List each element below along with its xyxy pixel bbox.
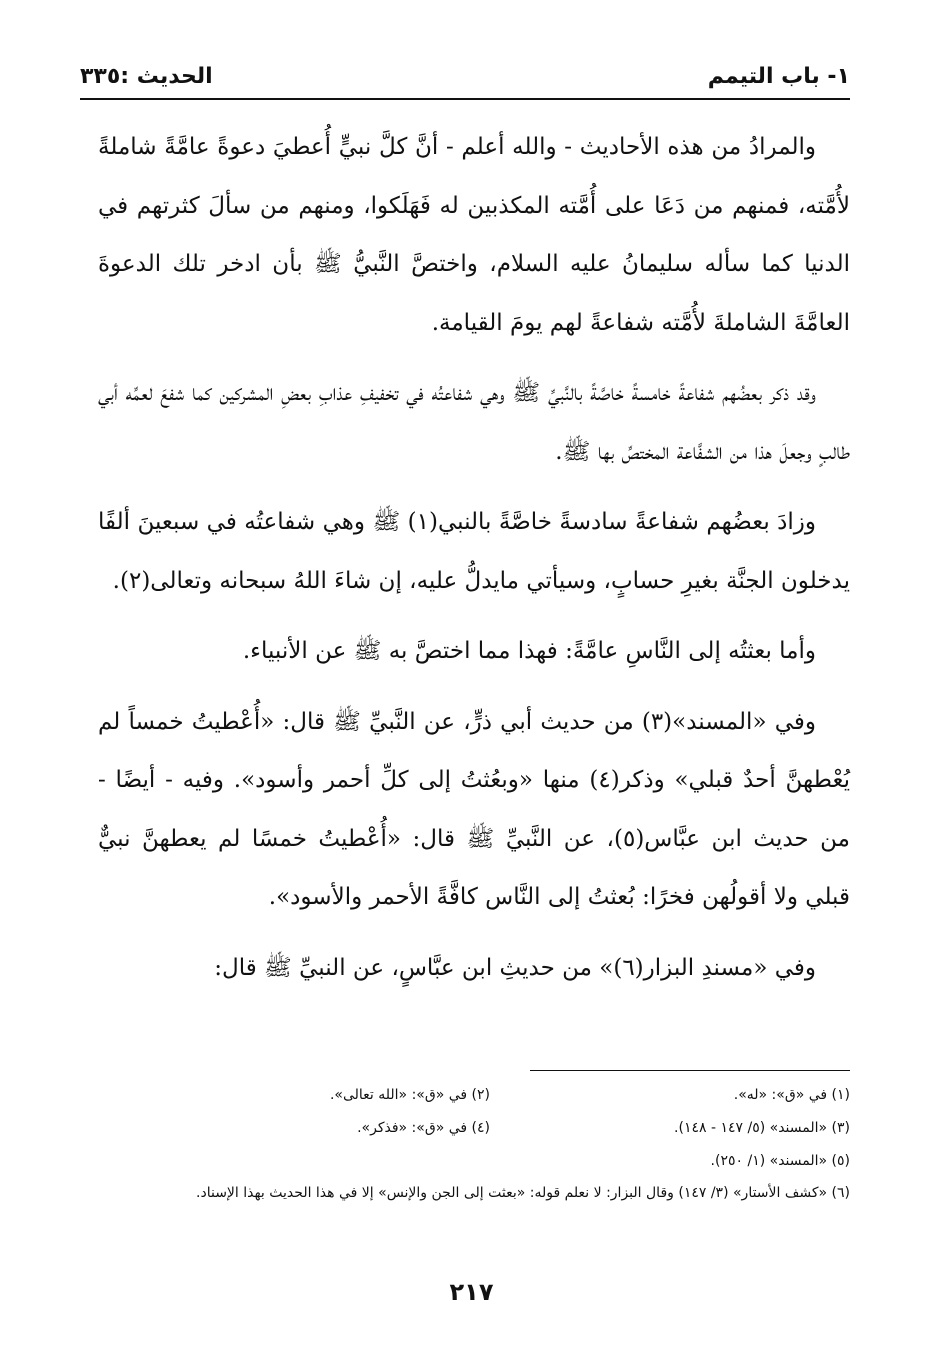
footnote: (٢) في «ق»: «الله تعالى». <box>329 1086 490 1103</box>
footnote: (٥) «المسند» (١/ ٢٥٠). <box>710 1152 850 1169</box>
footnote: (٦) «كشف الأستار» (٣/ ١٤٧) وقال البزار: لا نعلم قوله: «بعثت إلى الجن والإنس» إلا في هذا الحديث بهذا الإسناد. <box>196 1185 850 1201</box>
paragraph: وأما بعثتُه إلى النَّاسِ عامَّةً: فهذا مما اختصَّ به ﷺ عن الأنبياء. <box>242 638 816 664</box>
footnote-divider <box>530 1070 850 1071</box>
running-header <box>80 58 850 94</box>
hadith-reference: الحديث :٣٣٥ <box>80 63 213 89</box>
main-text <box>98 118 850 1009</box>
page-number: ٢١٧ <box>449 1278 494 1306</box>
paragraph: وفي «مسندِ البزار(٦)» من حديثِ ابن عبَّاسٍ، عن النبيِّ ﷺ قال: <box>214 954 816 981</box>
footnote-row <box>115 1078 850 1111</box>
paragraph: وزادَ بعضُهم شفاعةً سادسةً خاصَّةً بالنبي(١) ﷺ وهي شفاعتُه في سبعينَ ألفًا يدخلون الجنَّة بغيرِ حسابٍ، وسيأتي مايدلُّ عليه، إن شاءَ اللهُ سبحانه وتعالى(٢). <box>98 509 850 594</box>
chapter-title: ١- باب التيمم <box>707 63 850 89</box>
paragraph: وقد ذكر بعضُهم شفاعةً خامسةً خاصَّةً بالنَّبيِّ ﷺ وهي شفاعتُه في تخفيفِ عذابِ بعضِ المشركين كما شفعَ لعمِّه أبي طالبٍ وجعلَ هذا من الشفَّاعة المختصِّ بها ﷺ. <box>98 380 850 465</box>
footnote: (١) في «ق»: «له». <box>733 1086 850 1103</box>
paragraph: والمرادُ من هذه الأحاديث - والله أعلم - أنَّ كلَّ نبيٍّ أُعطيَ دعوةً عامَّةً شاملةً لأُمَّته، فمنهم من دَعَا على أُمَّته المكذبين له فَهَلَكوا، ومنهم من سألَ كثرتهم في الدنيا كما سأله سليمانُ عليه السلام، واختصَّ النَّبيُّ ﷺ بأن ادخر تلك الدعوةَ العامَّةَ الشاملةَ لأُمَّته شفاعةً لهم يومَ القيامة. <box>98 134 850 336</box>
footnotes <box>115 1078 850 1210</box>
footnote: (٣) «المسند» (٥/ ١٤٧ - ١٤٨). <box>674 1119 850 1136</box>
footnote-row <box>115 1111 850 1144</box>
footnote: (٤) في «ق»: «فذكر». <box>357 1119 490 1136</box>
footnote-row <box>115 1144 850 1177</box>
header-divider <box>80 98 850 100</box>
paragraph: وفي «المسند»(٣) من حديث أبي ذرٍّ، عن النَّبيِّ ﷺ قال: «أُعْطيتُ خمساً لم يُعْطهنَّ أحدٌ قبلي» وذكر(٤) منها «وبعُثتُ إلى كلِّ أحمر وأسود». وفيه - أيضًا - من حديث ابن عبَّاس(٥)، عن النَّبيِّ ﷺ قال: «أُعْطيتُ خمسًا لم يعطهنَّ نبيٌّ قبلي ولا أقولُهن فخرًا: بُعثتُ إلى النَّاس كافَّةً الأحمر والأسود». <box>98 708 851 910</box>
